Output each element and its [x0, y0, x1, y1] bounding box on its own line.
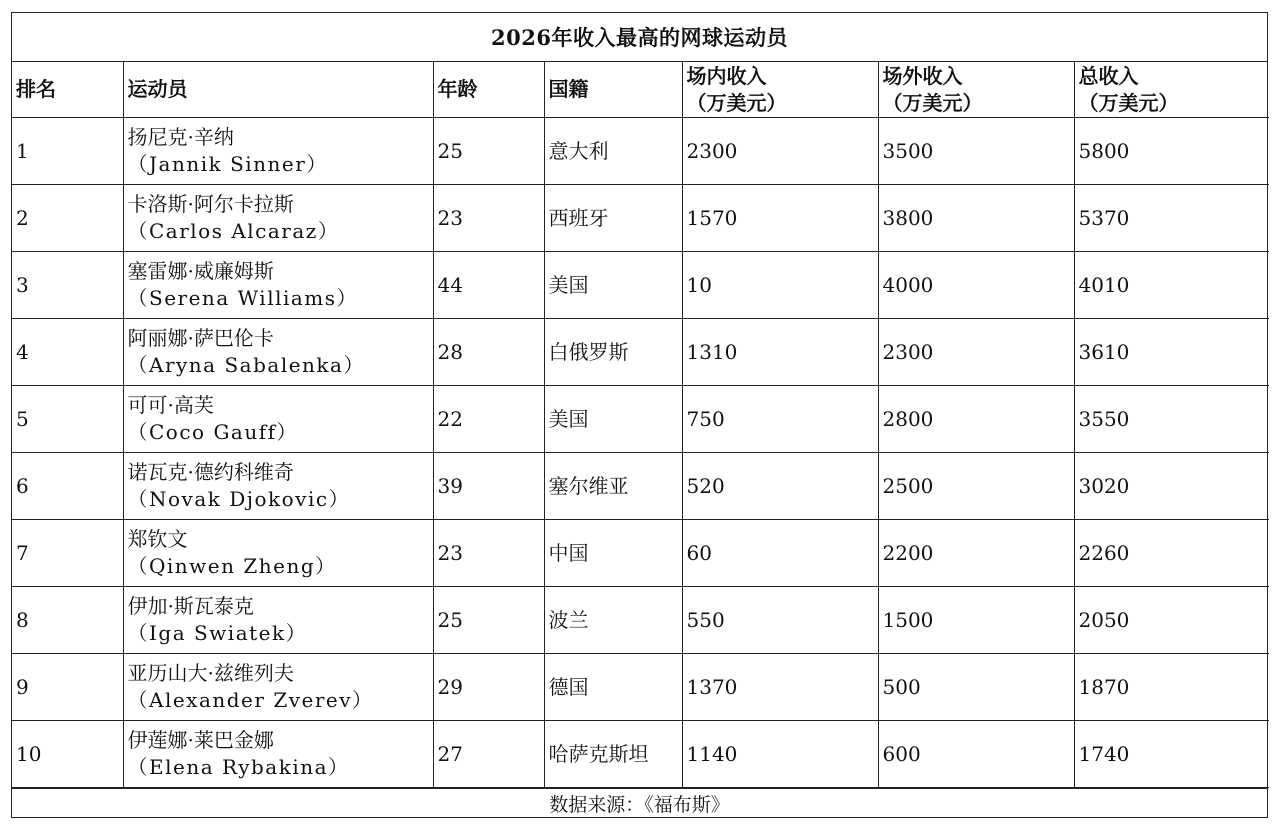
- cell-nationality: 中国: [544, 520, 682, 587]
- cell-age: 27: [433, 721, 544, 788]
- table-row: [12, 252, 1269, 319]
- table-row: [12, 319, 1269, 386]
- cell-nationality: 哈萨克斯坦: [544, 721, 682, 788]
- cell-total: 4010: [1074, 252, 1269, 319]
- cell-on-court: 1310: [682, 319, 878, 386]
- header-off-court: 场外收入 （万美元）: [878, 62, 1074, 118]
- cell-rank: 1: [12, 118, 123, 185]
- athlete-name-en: （Carlos Alcaraz）: [127, 219, 340, 243]
- table-row: [12, 721, 1269, 788]
- cell-nationality: 美国: [544, 386, 682, 453]
- cell-off-court: 3800: [878, 185, 1074, 252]
- cell-rank: 8: [12, 587, 123, 654]
- athlete-name-zh: 亚历山大·兹维列夫: [127, 661, 294, 685]
- cell-off-court: 500: [878, 654, 1074, 721]
- cell-athlete: [123, 654, 433, 721]
- athlete-name-zh: 塞雷娜·威廉姆斯: [127, 259, 274, 283]
- cell-athlete: [123, 386, 433, 453]
- cell-athlete: [123, 185, 433, 252]
- cell-age: 22: [433, 386, 544, 453]
- cell-off-court: 1500: [878, 587, 1074, 654]
- cell-nationality: 西班牙: [544, 185, 682, 252]
- cell-age: 23: [433, 185, 544, 252]
- cell-age: 44: [433, 252, 544, 319]
- cell-athlete: [123, 721, 433, 788]
- table-row: [12, 386, 1269, 453]
- athlete-name-en: （Iga Swiatek）: [127, 621, 308, 645]
- athlete-name-zh: 郑钦文: [127, 527, 188, 551]
- athlete-name-zh: 诺瓦克·德约科维奇: [127, 460, 294, 484]
- cell-on-court: 1370: [682, 654, 878, 721]
- athlete-name-en: （Novak Djokovic）: [127, 487, 351, 511]
- cell-athlete: [123, 319, 433, 386]
- table-row: [12, 185, 1269, 252]
- cell-nationality: 波兰: [544, 587, 682, 654]
- header-rank: 排名: [12, 62, 123, 118]
- athlete-name-zh: 伊加·斯瓦泰克: [127, 594, 254, 618]
- cell-nationality: 意大利: [544, 118, 682, 185]
- earnings-table: [12, 62, 1269, 788]
- cell-on-court: 550: [682, 587, 878, 654]
- cell-off-court: 600: [878, 721, 1074, 788]
- table-row: [12, 654, 1269, 721]
- cell-on-court: 1140: [682, 721, 878, 788]
- cell-rank: 6: [12, 453, 123, 520]
- cell-rank: 7: [12, 520, 123, 587]
- cell-total: 5800: [1074, 118, 1269, 185]
- cell-rank: 3: [12, 252, 123, 319]
- cell-athlete: [123, 118, 433, 185]
- cell-athlete: [123, 520, 433, 587]
- table-row: [12, 520, 1269, 587]
- cell-nationality: 塞尔维亚: [544, 453, 682, 520]
- table-title: 2026年收入最高的网球运动员: [12, 13, 1267, 62]
- cell-rank: 5: [12, 386, 123, 453]
- cell-age: 25: [433, 587, 544, 654]
- cell-on-court: 2300: [682, 118, 878, 185]
- table-row: [12, 587, 1269, 654]
- cell-on-court: 750: [682, 386, 878, 453]
- cell-nationality: 美国: [544, 252, 682, 319]
- athlete-name-zh: 阿丽娜·萨巴伦卡: [127, 326, 274, 350]
- cell-total: 2260: [1074, 520, 1269, 587]
- cell-rank: 9: [12, 654, 123, 721]
- cell-on-court: 1570: [682, 185, 878, 252]
- cell-total: 1740: [1074, 721, 1269, 788]
- table-row: [12, 453, 1269, 520]
- athlete-name-zh: 伊莲娜·莱巴金娜: [127, 728, 274, 752]
- cell-rank: 4: [12, 319, 123, 386]
- cell-total: 2050: [1074, 587, 1269, 654]
- cell-on-court: 60: [682, 520, 878, 587]
- header-age: 年龄: [433, 62, 544, 118]
- cell-age: 25: [433, 118, 544, 185]
- cell-age: 23: [433, 520, 544, 587]
- source-note: 数据来源：《福布斯》: [12, 788, 1267, 817]
- cell-off-court: 2300: [878, 319, 1074, 386]
- cell-total: 3610: [1074, 319, 1269, 386]
- cell-off-court: 3500: [878, 118, 1074, 185]
- header-nationality: 国籍: [544, 62, 682, 118]
- cell-off-court: 2200: [878, 520, 1074, 587]
- cell-on-court: 10: [682, 252, 878, 319]
- cell-age: 39: [433, 453, 544, 520]
- table-row: [12, 118, 1269, 185]
- cell-total: 1870: [1074, 654, 1269, 721]
- athlete-name-en: （Alexander Zverev）: [127, 688, 374, 712]
- cell-total: 3020: [1074, 453, 1269, 520]
- cell-total: 3550: [1074, 386, 1269, 453]
- cell-off-court: 4000: [878, 252, 1074, 319]
- athlete-name-en: （Coco Gauff）: [127, 420, 299, 444]
- cell-on-court: 520: [682, 453, 878, 520]
- athlete-name-zh: 卡洛斯·阿尔卡拉斯: [127, 192, 294, 216]
- cell-rank: 10: [12, 721, 123, 788]
- header-athlete: 运动员: [123, 62, 433, 118]
- cell-total: 5370: [1074, 185, 1269, 252]
- table-body: [12, 118, 1269, 788]
- cell-athlete: [123, 453, 433, 520]
- earnings-table-sheet: [11, 12, 1268, 818]
- athlete-name-zh: 可可·高芙: [127, 393, 214, 417]
- cell-age: 29: [433, 654, 544, 721]
- header-row: [12, 62, 1269, 118]
- cell-nationality: 德国: [544, 654, 682, 721]
- header-on-court: 场内收入 （万美元）: [682, 62, 878, 118]
- cell-off-court: 2800: [878, 386, 1074, 453]
- cell-off-court: 2500: [878, 453, 1074, 520]
- header-total: 总收入 （万美元）: [1074, 62, 1269, 118]
- athlete-name-zh: 扬尼克·辛纳: [127, 125, 234, 149]
- cell-rank: 2: [12, 185, 123, 252]
- cell-athlete: [123, 587, 433, 654]
- athlete-name-en: （Serena Williams）: [127, 286, 359, 310]
- cell-age: 28: [433, 319, 544, 386]
- cell-athlete: [123, 252, 433, 319]
- athlete-name-en: （Aryna Sabalenka）: [127, 353, 365, 377]
- cell-nationality: 白俄罗斯: [544, 319, 682, 386]
- athlete-name-en: （Jannik Sinner）: [127, 152, 328, 176]
- athlete-name-en: （Elena Rybakina）: [127, 755, 350, 779]
- athlete-name-en: （Qinwen Zheng）: [127, 554, 337, 578]
